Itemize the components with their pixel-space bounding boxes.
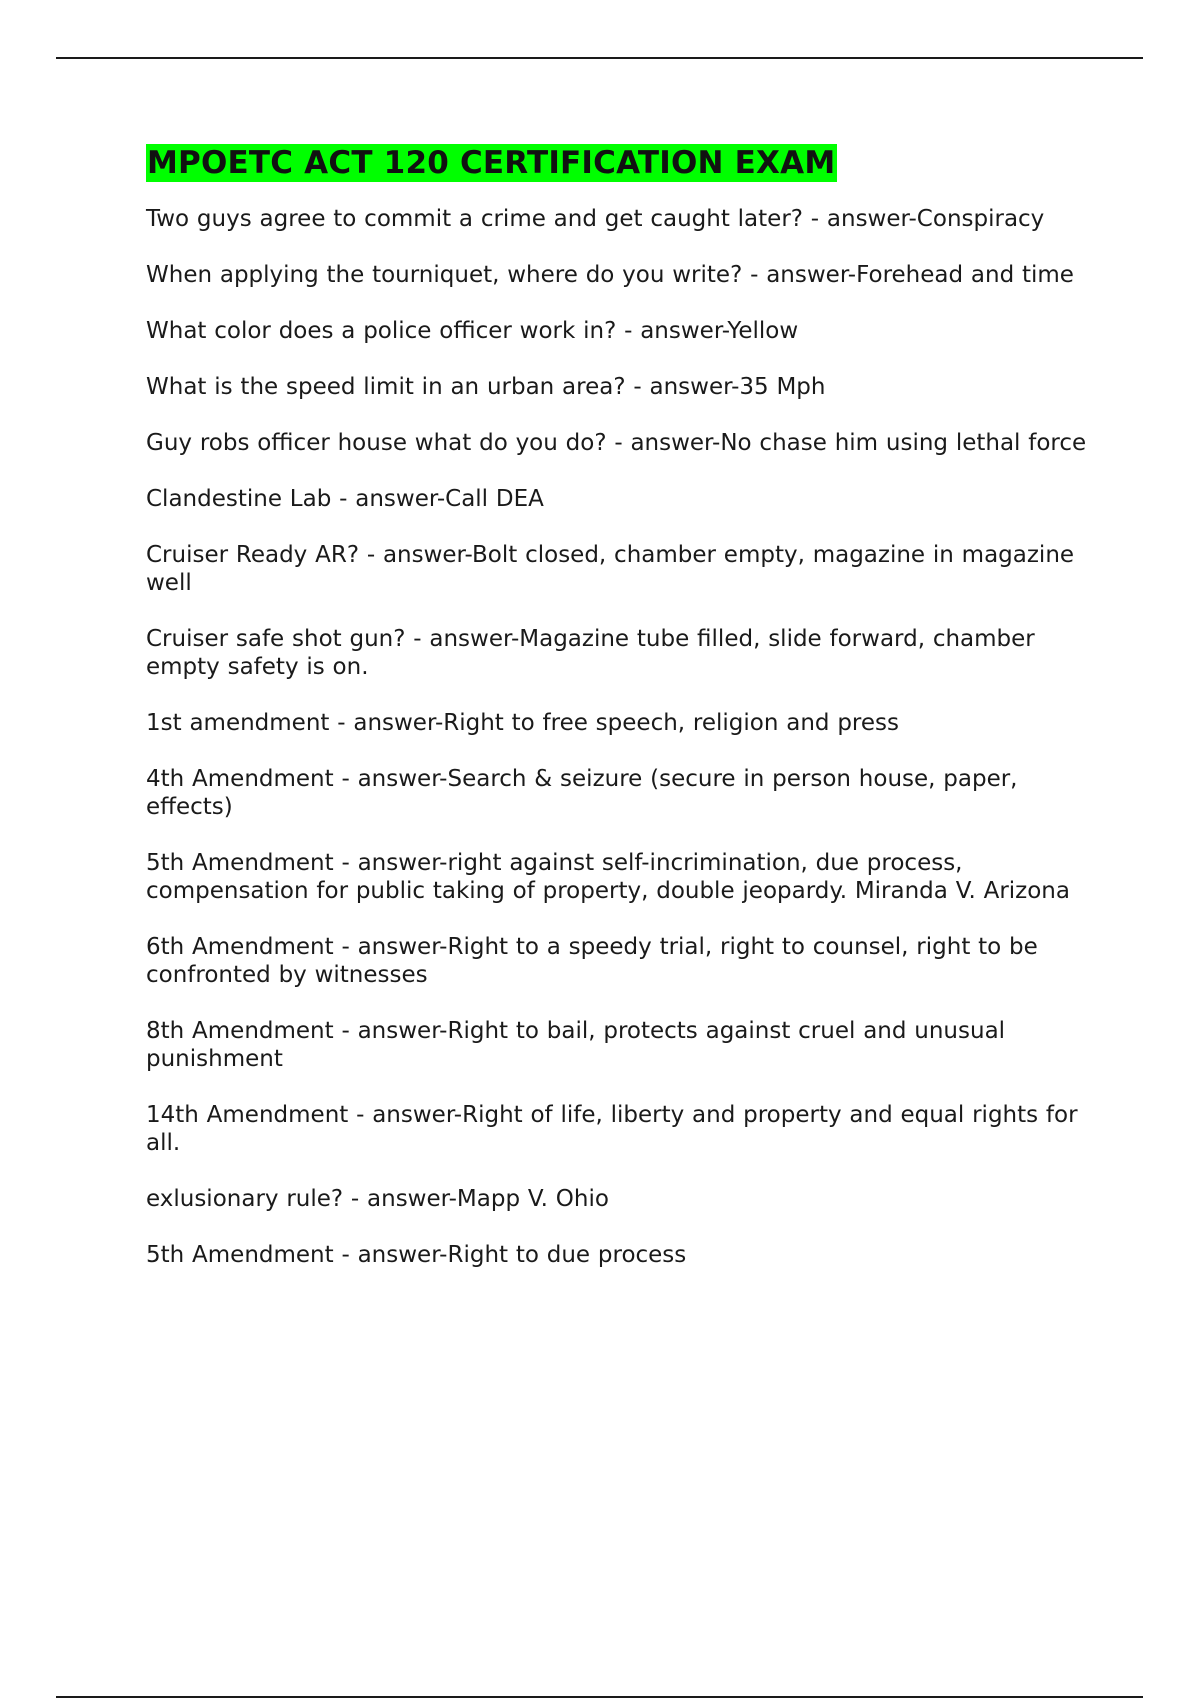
qa-item: 4th Amendment - answer-Search & seizure (secure in person house, paper, effects): [146, 766, 1018, 820]
qa-item: 5th Amendment - answer-Right to due process: [146, 1242, 687, 1268]
qa-item: exlusionary rule? - answer-Mapp V. Ohio: [146, 1186, 609, 1212]
qa-item: 8th Amendment - answer-Right to bail, protects against cruel and unusual punishment: [146, 1018, 1006, 1072]
qa-item: Guy robs officer house what do you do? - answer-No chase him using lethal force: [146, 430, 1087, 456]
qa-item: 1st amendment - answer-Right to free speech, religion and press: [146, 710, 899, 736]
document-title: MPOETC ACT 120 CERTIFICATION EXAM: [147, 145, 836, 181]
qa-list: [146, 205, 1091, 1269]
qa-item: What is the speed limit in an urban area? - answer-35 Mph: [146, 374, 826, 400]
qa-item: Cruiser safe shot gun? - answer-Magazine tube filled, slide forward, chamber empty safety is on.: [146, 626, 1035, 680]
qa-item: 14th Amendment - answer-Right of life, liberty and property and equal rights for all.: [146, 1102, 1078, 1156]
qa-item: When applying the tourniquet, where do you write? - answer-Forehead and time: [146, 262, 1074, 288]
qa-item: Cruiser Ready AR? - answer-Bolt closed, chamber empty, magazine in magazine well: [146, 542, 1075, 596]
footer-rule: [56, 1696, 1143, 1698]
qa-item: 5th Amendment - answer-right against self-incrimination, due process, compensation for public taking of property, double jeopardy. Miranda V. Arizona: [146, 850, 1070, 904]
document-body: [146, 144, 1091, 1297]
qa-item: Two guys agree to commit a crime and get caught later? - answer-Conspiracy: [146, 206, 1045, 232]
qa-item: 6th Amendment - answer-Right to a speedy trial, right to counsel, right to be confronted by witnesses: [146, 934, 1038, 988]
qa-item: What color does a police officer work in? - answer-Yellow: [146, 318, 799, 344]
header-rule: [56, 57, 1143, 59]
qa-item: Clandestine Lab - answer-Call DEA: [146, 486, 544, 512]
